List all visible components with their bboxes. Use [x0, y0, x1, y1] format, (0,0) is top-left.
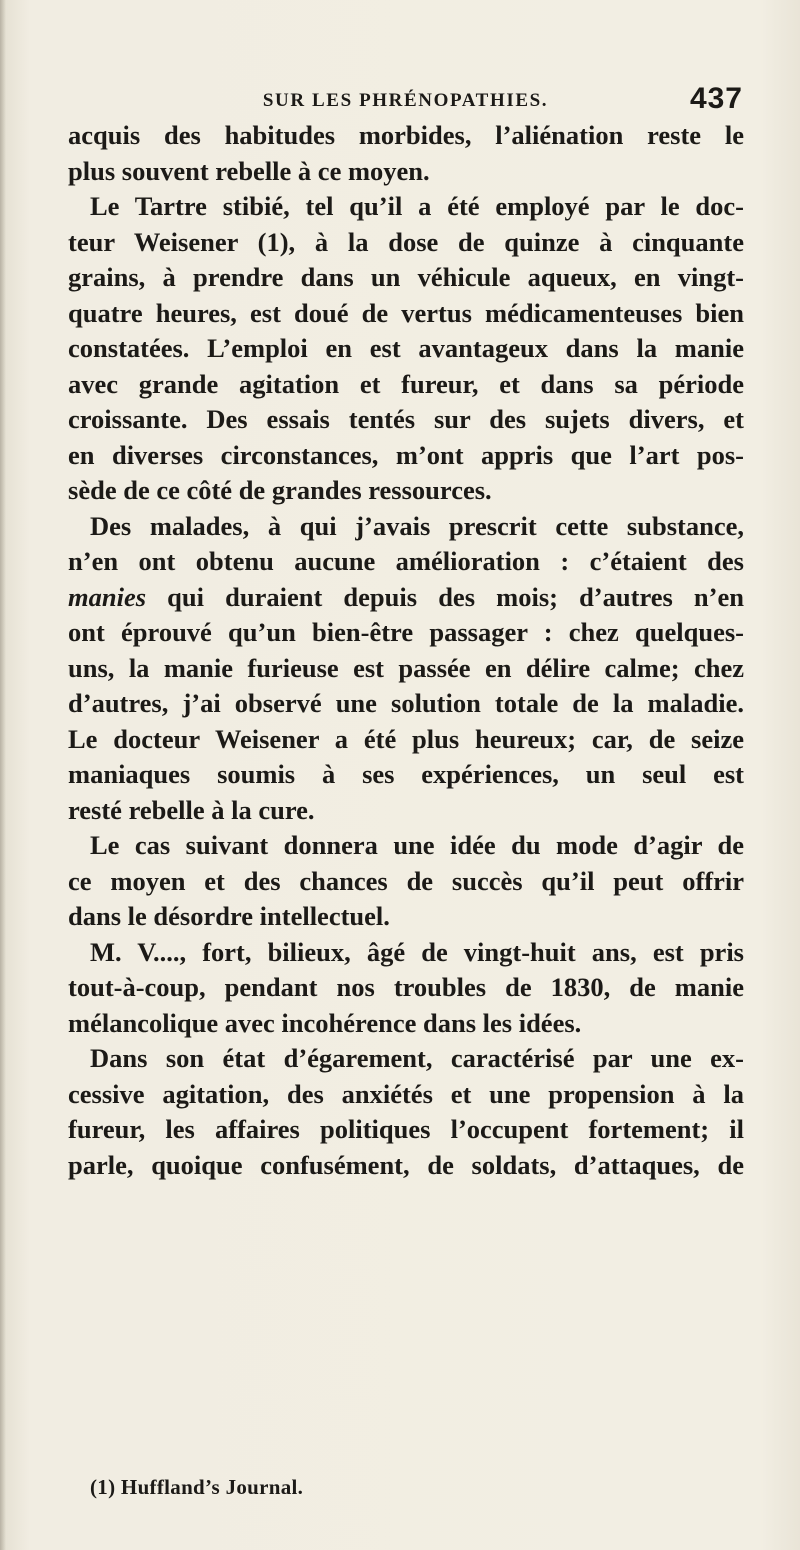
binding-shadow — [0, 0, 6, 1550]
text-line: uns, la manie furieuse est passée en délire calme; chez — [68, 652, 744, 683]
text-line: grains, à prendre dans un véhicule aqueux, en vingt- — [68, 262, 744, 292]
text-line: constatées. L’emploi en est avantageux dans la manie — [68, 333, 744, 363]
text-line: Dans son état d’égarement, caractérisé par une ex- — [90, 1043, 744, 1073]
text-line: croissante. Des essais tentés sur des sujets divers, et — [68, 404, 744, 434]
text-line: quatre heures, est doué de vertus médicamenteuses bien — [68, 297, 744, 328]
text-line: n’en ont obtenu aucune amélioration : c’étaient des — [68, 546, 744, 576]
text-line: tout-à-coup, pendant nos troubles de 1830, de manie — [68, 972, 744, 1002]
text-line: manies qui duraient depuis des mois; d’autres n’en — [68, 581, 744, 612]
text-line: sède de ce côté de grandes ressources. — [68, 475, 492, 505]
text-line: Des malades, à qui j’avais prescrit cette substance, — [90, 510, 744, 541]
text-line: acquis des habitudes morbides, l’aliénation reste le — [68, 120, 744, 150]
emphasized-word: manies — [68, 581, 147, 612]
text-line: teur Weisener (1), à la dose de quinze à cinquante — [68, 226, 744, 257]
text-line: resté rebelle à la cure. — [68, 794, 315, 825]
text-line: ce moyen et des chances de succès qu’il peut offrir — [68, 865, 744, 896]
text-line: parle, quoique confusément, de soldats, d’attaques, de — [68, 1149, 744, 1180]
text-line: Le cas suivant donnera une idée du mode d’agir de — [90, 830, 744, 860]
text-line: d’autres, j’ai observé une solution totale de la maladie. — [68, 688, 744, 718]
body-text — [68, 118, 744, 1183]
running-title: SUR LES PHRÉNOPATHIES. — [262, 90, 549, 111]
text-line: mélancolique avec incohérence dans les idées. — [68, 1007, 582, 1038]
text-line: plus souvent rebelle à ce moyen. — [68, 155, 430, 186]
text-line: cessive agitation, des anxiétés et une propension à la — [68, 1078, 744, 1109]
text-line: maniaques soumis à ses expériences, un seul est — [68, 759, 744, 789]
page-number: 437 — [689, 82, 743, 115]
text-line: Le docteur Weisener a été plus heureux; car, de seize — [68, 723, 744, 754]
footnote: (1) Huffland’s Journal. — [90, 1475, 304, 1499]
text-line: avec grande agitation et fureur, et dans sa période — [68, 368, 744, 399]
text-line: M. V...., fort, bilieux, âgé de vingt-huit ans, est pris — [90, 936, 744, 967]
text-line: Le Tartre stibié, tel qu’il a été employé par le doc- — [90, 191, 744, 221]
text-line: dans le désordre intellectuel. — [68, 901, 390, 931]
text-line: ont éprouvé qu’un bien-être passager : chez quelques- — [68, 617, 744, 647]
running-head — [68, 82, 743, 122]
text-line: fureur, les affaires politiques l’occupent fortement; il — [68, 1114, 744, 1144]
text-line: en diverses circonstances, m’ont appris que l’art pos- — [68, 439, 744, 470]
